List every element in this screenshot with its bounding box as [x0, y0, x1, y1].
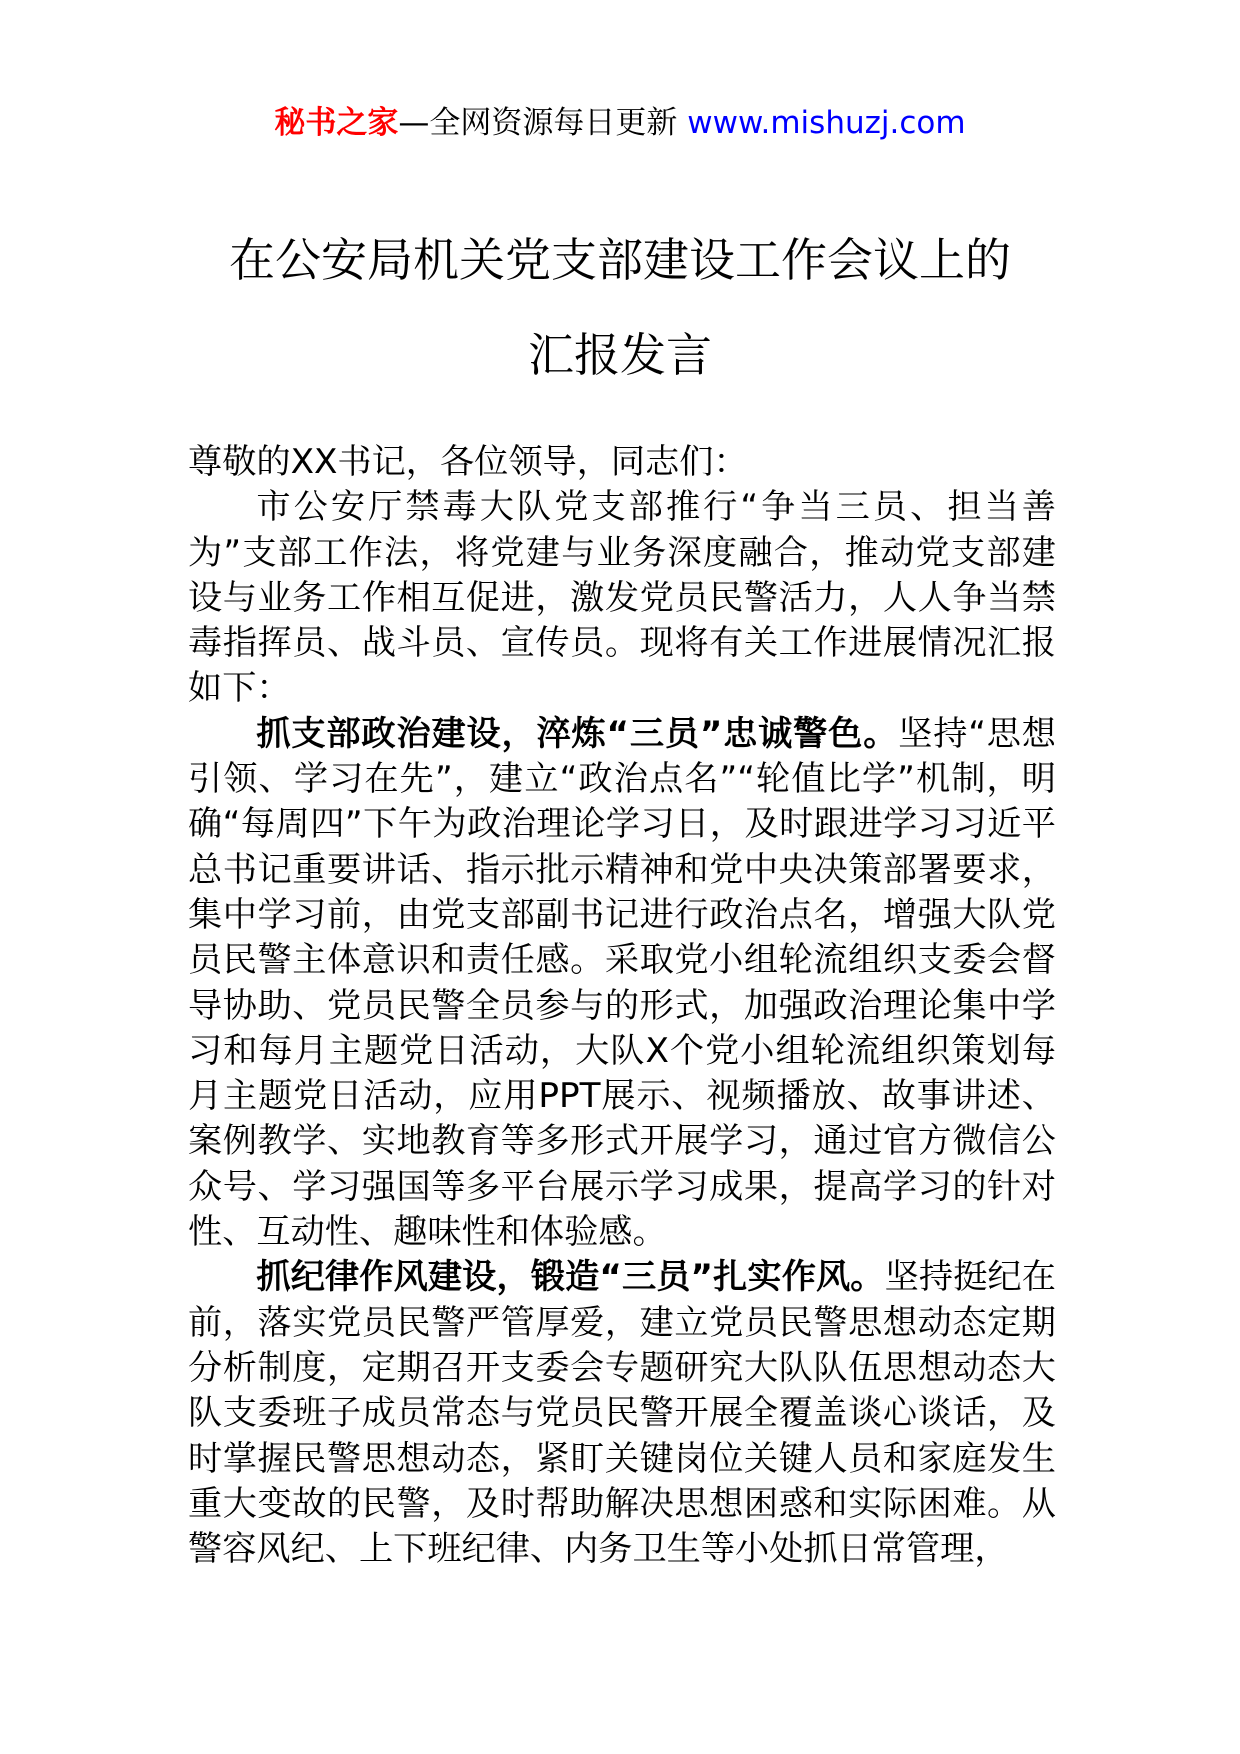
- watermark-dash: —: [398, 105, 430, 141]
- salutation: 尊敬的XX书记，各位领导，同志们：: [188, 442, 748, 482]
- section-1-heading: 抓支部政治建设，淬炼“三员”忠诚警色。: [256, 713, 899, 754]
- watermark-slogan: 全网资源每日更新: [429, 105, 688, 141]
- watermark-brand: 秘书之家: [274, 105, 399, 141]
- document-title-line-2: 汇报发言: [528, 328, 712, 382]
- section-2-text: 坚持挺纪在前，落实党员民警严管厚爱，建立党员民警思想动态定期分析制度，定期召开支委会专题研究大队队伍思想动态大队支委班子成员常态与党员民警开展全覆盖谈心谈话，及时掌握民警思想动态，紧盯关键岗位关键人员和家庭发生重大变故的民警，及时帮助解决思想困惑和实际困难。从警容风纪、上下班纪律、内务卫生等小处抓日常管理，: [188, 1257, 1056, 1570]
- section-2-heading: 抓纪律作风建设，锻造“三员”扎实作风。: [256, 1257, 885, 1298]
- section-2-paragraph: [188, 1255, 1056, 1572]
- document-title-line-1: 在公安局机关党支部建设工作会议上的: [229, 233, 1011, 287]
- site-watermark: [0, 100, 1240, 146]
- section-1-paragraph: [188, 712, 1056, 1256]
- intro-paragraph: 市公安厅禁毒大队党支部推行“争当三员、担当善为”支部工作法，将党建与业务深度融合，推动党支部建设与业务工作相互促进，激发党员民警活力，人人争当禁毒指挥员、战斗员、宣传员。现将有关工作进展情况汇报如下：: [188, 487, 1056, 709]
- watermark-url: www.mishuzj.com: [687, 105, 966, 141]
- section-1-text: 坚持“思想引领、学习在先”，建立“政治点名”“轮值比学”机制，明确“每周四”下午为政治理论学习日，及时跟进学习习近平总书记重要讲话、指示批示精神和党中央决策部署要求，集中学习前，由党支部副书记进行政治点名，增强大队党员民警主体意识和责任感。采取党小组轮流组织支委会督导协助、党员民警全员参与的形式，加强政治理论集中学习和每月主题党日活动，大队X个党小组轮流组织策划每月主题党日活动，应用PPT展示、视频播放、故事讲述、案例教学、实地教育等多形式开展学习，通过官方微信公众号、学习强国等多平台展示学习成果，提高学习的针对性、互动性、趣味性和体验感。: [188, 713, 1056, 1253]
- document-body: [188, 440, 1056, 1572]
